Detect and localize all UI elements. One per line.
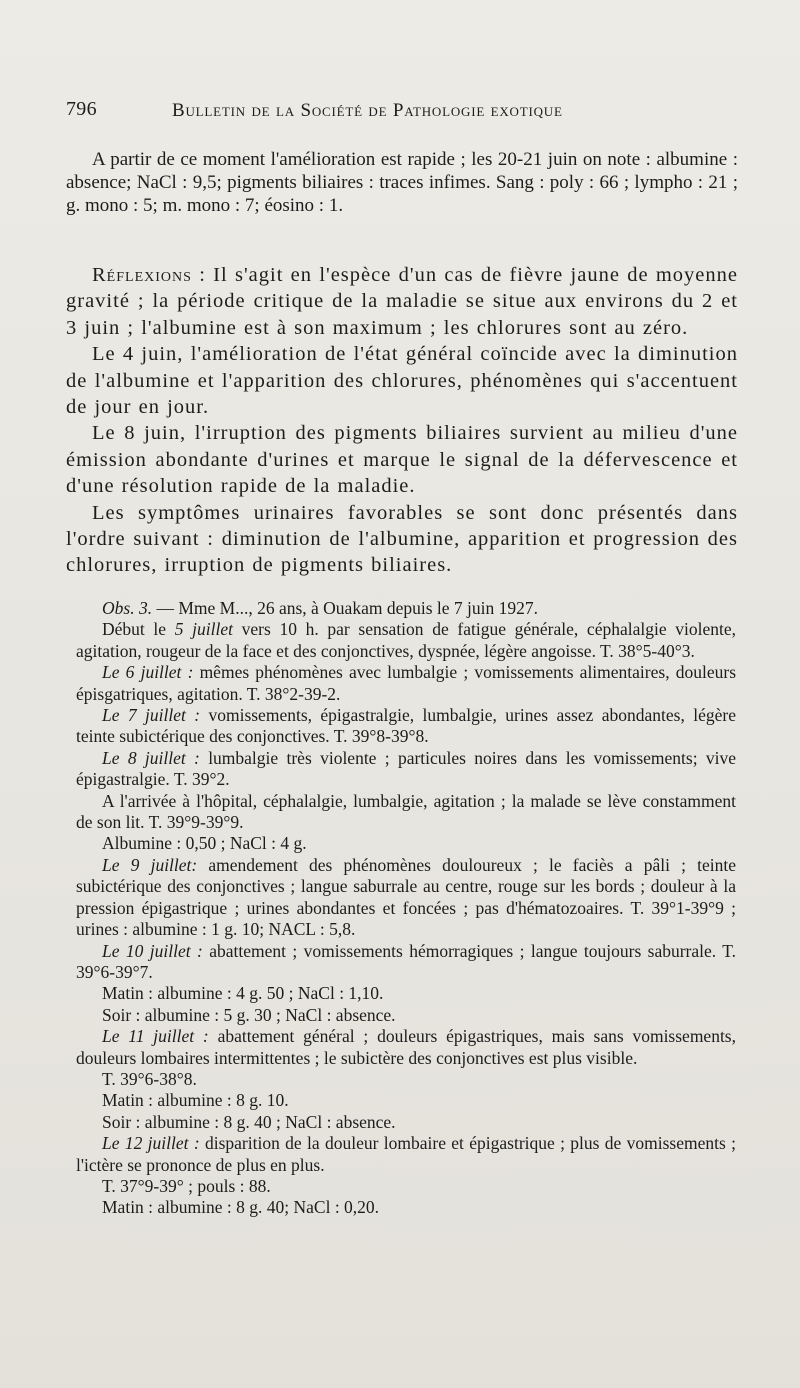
obs-day-12-matin: Matin : albumine : 8 g. 40; NaCl : 0,20. <box>102 1197 380 1218</box>
obs-intro: — Mme M..., 26 ans, à Ouakam depuis le 7 juin 1927. <box>152 598 539 618</box>
obs-day-12: Le 12 juillet : disparition de la douleur lombaire et épigastrique ; plus de vomissements ; l'ictère se prononce de plus en plus. <box>76 1133 737 1175</box>
journal-title: Bulletin de la Société de Pathologie exotique <box>172 100 563 121</box>
obs-day-10-soir: Soir : albumine : 5 g. 30 ; NaCl : absence. <box>102 1004 396 1025</box>
day-date: Le 7 juillet : <box>102 705 201 726</box>
page-number: 796 <box>66 98 97 120</box>
reflexions-paragraph-2: Le 4 juin, l'amélioration de l'état général coïncide avec la diminution de l'albumine et l'apparition des chlorures, phénomènes qui s'accentuent de jour en jour. <box>66 343 738 419</box>
obs-debut-date: 5 juillet <box>174 619 233 640</box>
reflexions-paragraph-3: Le 8 juin, l'irruption des pigments biliaires survient au milieu d'une émission abondante d'urines et marque le signal de la défervescence et d'une résolution rapide de la maladie. <box>66 422 738 498</box>
obs-day-12-temp: T. 37°9-39° ; pouls : 88. <box>102 1175 271 1196</box>
obs-day-11-soir: Soir : albumine : 8 g. 40 ; NaCl : absence. <box>102 1111 396 1132</box>
day-date: Le 6 juillet : <box>102 662 194 683</box>
obs-albumine-1: Albumine : 0,50 ; NaCl : 4 g. <box>102 833 307 854</box>
day-date: Le 10 juillet : <box>102 940 203 961</box>
reflexions-label: Réflexions <box>92 264 192 286</box>
intro-text: A partir de ce moment l'amélioration est rapide ; les 20-21 juin on note : albumine : absence; NaCl : 9,5; pigments biliaires : traces infimes. Sang : poly : 66 ; lympho : 21 ; g. mono : 5; m. mono : 7; éosino : 1. <box>66 149 738 216</box>
obs-debut: Début le 5 juillet vers 10 h. par sensation de fatigue générale, céphalalgie violente, agitation, rougeur de la face et des conjonctives, dyspnée, légère angoisse. T. 38°5-40°3. <box>76 619 737 661</box>
obs-day-6: Le 6 juillet : mêmes phénomènes avec lumbalgie ; vomissements alimentaires, douleurs épisgatriques, agitation. T. 38°2-39-2. <box>76 662 736 704</box>
obs-day-9: Le 9 juillet: amendement des phénomènes douloureux ; le faciès a pâli ; teinte subictérique des conjonctives ; langue saburrale au centre, rouge sur les bords ; douleur à la pression épigastrique ; urines abondantes et foncées ; pas d'hématozoaires. T. 39°1-39°9 ; urines : albumine : 1 g. 10; NACL : 5,8. <box>76 854 737 940</box>
obs-day-11: Le 11 juillet : abattement général ; douleurs épigastriques, mais sans vomissements, douleurs lombaires intermittentes ; le subictère des conjonctives est plus visible. <box>76 1026 736 1068</box>
day-date: Le 11 juillet : <box>102 1026 209 1047</box>
observation-section <box>76 598 736 1219</box>
obs-day-11-matin: Matin : albumine : 8 g. 10. <box>102 1090 289 1111</box>
obs-arrivee: A l'arrivée à l'hôpital, céphalalgie, lumbalgie, agitation ; la malade se lève constamment de son lit. T. 39°9-39°9. <box>76 790 736 833</box>
reflexions-section <box>66 262 738 579</box>
day-date: Le 8 juillet : <box>102 747 200 768</box>
reflexions-paragraph-1 <box>66 262 738 341</box>
intro-paragraph <box>66 148 738 217</box>
obs-day-7: Le 7 juillet : vomissements, épigastralgie, lumbalgie, urines assez abondantes, légère teinte subictérique des conjonctives. T. 39°8-39°8. <box>76 705 736 747</box>
day-date: Le 12 juillet : <box>102 1133 200 1154</box>
obs-label: Obs. 3. <box>102 598 153 618</box>
obs-day-8: Le 8 juillet : lumbalgie très violente ; particules noires dans les vomissements; vive épigastralgie. T. 39°2. <box>76 747 737 790</box>
day-date: Le 9 juillet: <box>102 854 198 875</box>
obs-day-10-matin: Matin : albumine : 4 g. 50 ; NaCl : 1,10. <box>102 983 384 1004</box>
running-header <box>66 98 736 128</box>
obs-heading <box>76 598 736 619</box>
obs-day-11-temp: T. 39°6-38°8. <box>102 1068 197 1089</box>
obs-day-10: Le 10 juillet : abattement ; vomissements hémorragiques ; langue toujours saburrale. T. 39°6-39°7. <box>76 940 736 982</box>
reflexions-paragraph-4: Les symptômes urinaires favorables se sont donc présentés dans l'ordre suivant : diminution de l'albumine, apparition et progression des chlorures, irruption de pigments biliaires. <box>66 501 738 577</box>
reflexions-text-1: : Il s'agit en l'espèce d'un cas de fièvre jaune de moyenne gravité ; la période critique de la maladie se situe aux environs du 2 et 3 juin ; l'albumine est à son maximum ; les chlorures sont au zéro. <box>66 264 738 339</box>
